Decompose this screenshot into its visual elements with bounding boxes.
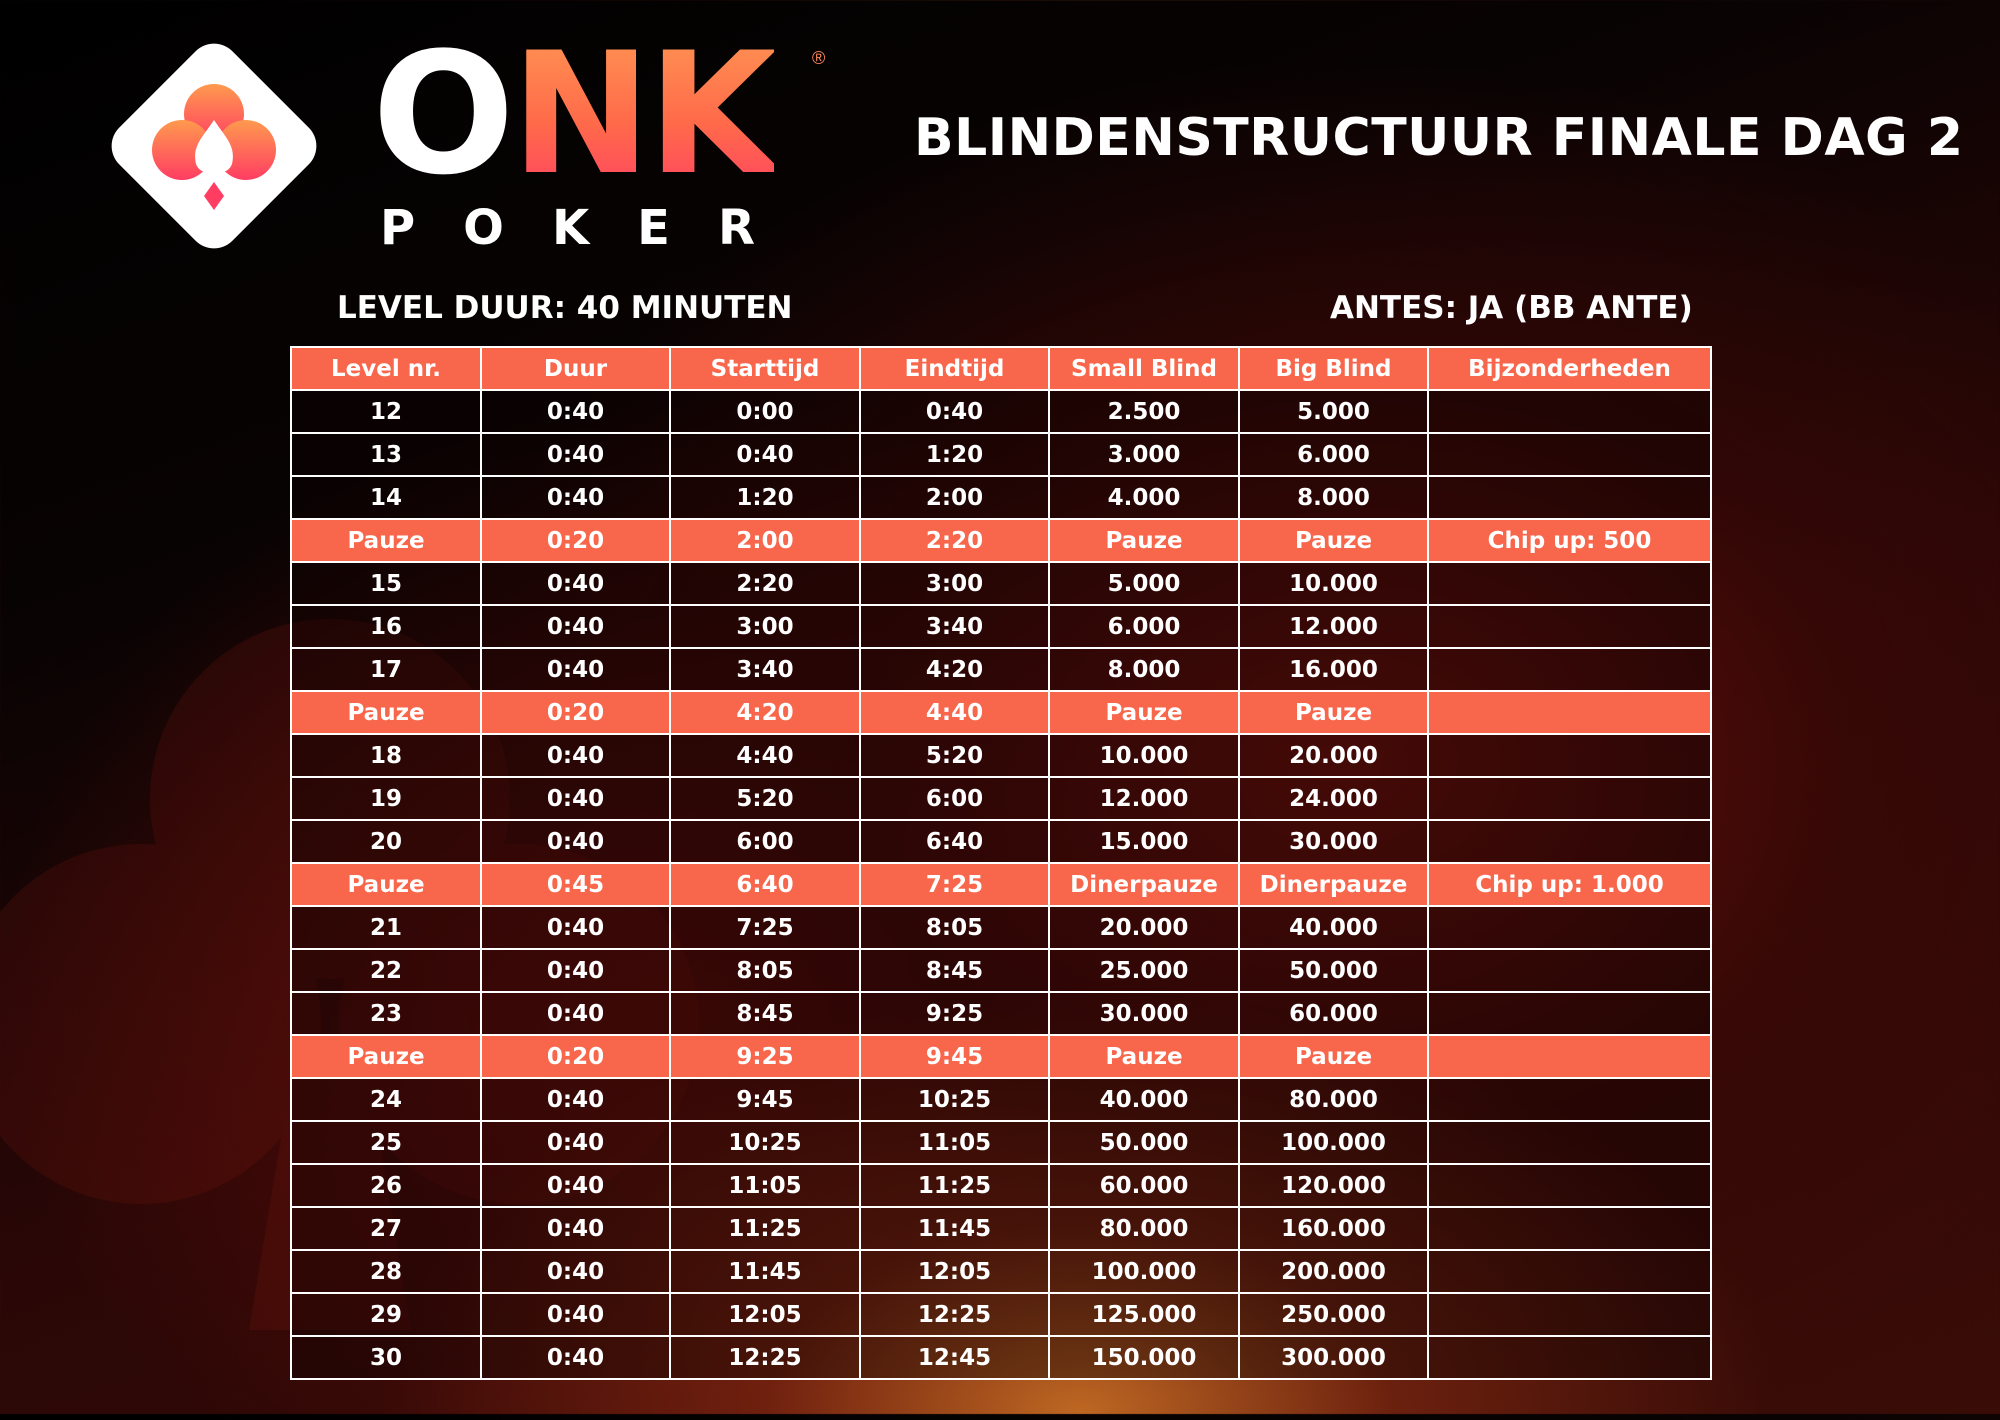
cell-eindtijd: 10:25 — [860, 1078, 1049, 1121]
pause-row — [291, 863, 1711, 906]
table-row — [291, 906, 1711, 949]
cell-starttijd: 11:05 — [670, 1164, 860, 1207]
cell-big-blind: 12.000 — [1239, 605, 1428, 648]
cell-starttijd: 10:25 — [670, 1121, 860, 1164]
cell-bijzonderheden — [1428, 1207, 1711, 1250]
cell-level: 30 — [291, 1336, 481, 1379]
cell-bijzonderheden — [1428, 1293, 1711, 1336]
cell-eindtijd: 4:40 — [860, 691, 1049, 734]
cell-starttijd: 6:00 — [670, 820, 860, 863]
cell-big-blind: 5.000 — [1239, 390, 1428, 433]
cell-level: 29 — [291, 1293, 481, 1336]
blind-structure-table — [290, 346, 1712, 1380]
cell-level: 28 — [291, 1250, 481, 1293]
cell-big-blind: 250.000 — [1239, 1293, 1428, 1336]
cell-eindtijd: 8:45 — [860, 949, 1049, 992]
cell-big-blind: 20.000 — [1239, 734, 1428, 777]
cell-small-blind: 4.000 — [1049, 476, 1239, 519]
cell-duur: 0:40 — [481, 949, 670, 992]
cell-bijzonderheden — [1428, 777, 1711, 820]
cell-starttijd: 3:40 — [670, 648, 860, 691]
cell-big-blind: Dinerpauze — [1239, 863, 1428, 906]
cell-small-blind: 50.000 — [1049, 1121, 1239, 1164]
cell-big-blind: 10.000 — [1239, 562, 1428, 605]
cell-small-blind: 5.000 — [1049, 562, 1239, 605]
table-row — [291, 992, 1711, 1035]
cell-big-blind: 8.000 — [1239, 476, 1428, 519]
cell-duur: 0:20 — [481, 691, 670, 734]
cell-starttijd: 7:25 — [670, 906, 860, 949]
cell-starttijd: 11:45 — [670, 1250, 860, 1293]
cell-duur: 0:40 — [481, 734, 670, 777]
table-row — [291, 1078, 1711, 1121]
cell-bijzonderheden — [1428, 1121, 1711, 1164]
cell-eindtijd: 0:40 — [860, 390, 1049, 433]
cell-big-blind: 300.000 — [1239, 1336, 1428, 1379]
cell-bijzonderheden — [1428, 648, 1711, 691]
cell-small-blind: 100.000 — [1049, 1250, 1239, 1293]
table-header-row — [291, 347, 1711, 390]
pause-row — [291, 1035, 1711, 1078]
table-row — [291, 390, 1711, 433]
cell-bijzonderheden: Chip up: 500 — [1428, 519, 1711, 562]
cell-duur: 0:40 — [481, 1207, 670, 1250]
cell-duur: 0:20 — [481, 519, 670, 562]
cell-bijzonderheden: Chip up: 1.000 — [1428, 863, 1711, 906]
header-duur: Duur — [481, 347, 670, 390]
cell-big-blind: Pauze — [1239, 1035, 1428, 1078]
cell-level: Pauze — [291, 519, 481, 562]
cell-duur: 0:40 — [481, 777, 670, 820]
cell-small-blind: 80.000 — [1049, 1207, 1239, 1250]
cell-eindtijd: 6:00 — [860, 777, 1049, 820]
cell-duur: 0:40 — [481, 1336, 670, 1379]
cell-big-blind: 30.000 — [1239, 820, 1428, 863]
cell-level: 15 — [291, 562, 481, 605]
cell-starttijd: 0:40 — [670, 433, 860, 476]
cell-eindtijd: 3:00 — [860, 562, 1049, 605]
cell-big-blind: 200.000 — [1239, 1250, 1428, 1293]
cell-starttijd: 12:25 — [670, 1336, 860, 1379]
header-starttijd: Starttijd — [670, 347, 860, 390]
cell-bijzonderheden — [1428, 390, 1711, 433]
cell-bijzonderheden — [1428, 1035, 1711, 1078]
cell-eindtijd: 11:45 — [860, 1207, 1049, 1250]
table-row — [291, 1121, 1711, 1164]
cell-small-blind: Pauze — [1049, 519, 1239, 562]
cell-bijzonderheden — [1428, 433, 1711, 476]
cell-level: 19 — [291, 777, 481, 820]
cell-bijzonderheden — [1428, 605, 1711, 648]
cell-eindtijd: 11:05 — [860, 1121, 1049, 1164]
cell-bijzonderheden — [1428, 820, 1711, 863]
table-row — [291, 648, 1711, 691]
cell-level: 27 — [291, 1207, 481, 1250]
cell-duur: 0:40 — [481, 1164, 670, 1207]
cell-level: 26 — [291, 1164, 481, 1207]
cell-small-blind: 2.500 — [1049, 390, 1239, 433]
cell-starttijd: 1:20 — [670, 476, 860, 519]
table-row — [291, 562, 1711, 605]
cell-level: 12 — [291, 390, 481, 433]
cell-starttijd: 8:45 — [670, 992, 860, 1035]
table-row — [291, 1164, 1711, 1207]
pause-row — [291, 519, 1711, 562]
cell-eindtijd: 2:00 — [860, 476, 1049, 519]
cell-eindtijd: 7:25 — [860, 863, 1049, 906]
cell-starttijd: 4:20 — [670, 691, 860, 734]
cell-duur: 0:40 — [481, 390, 670, 433]
cell-duur: 0:40 — [481, 476, 670, 519]
cell-eindtijd: 1:20 — [860, 433, 1049, 476]
cell-level: Pauze — [291, 863, 481, 906]
cell-small-blind: 3.000 — [1049, 433, 1239, 476]
cell-level: 25 — [291, 1121, 481, 1164]
cell-duur: 0:20 — [481, 1035, 670, 1078]
cell-small-blind: Pauze — [1049, 691, 1239, 734]
cell-eindtijd: 12:45 — [860, 1336, 1049, 1379]
cell-bijzonderheden — [1428, 992, 1711, 1035]
page-title: BLINDENSTRUCTUUR FINALE DAG 2 — [914, 108, 1964, 168]
cell-duur: 0:40 — [481, 992, 670, 1035]
cell-big-blind: 80.000 — [1239, 1078, 1428, 1121]
cell-duur: 0:40 — [481, 906, 670, 949]
cell-starttijd: 6:40 — [670, 863, 860, 906]
cell-small-blind: 25.000 — [1049, 949, 1239, 992]
cell-bijzonderheden — [1428, 1164, 1711, 1207]
cell-big-blind: 6.000 — [1239, 433, 1428, 476]
cell-eindtijd: 2:20 — [860, 519, 1049, 562]
logo-onk-o: O — [372, 16, 511, 212]
cell-bijzonderheden — [1428, 1250, 1711, 1293]
logo-onk-nk: NK — [510, 16, 774, 212]
logo-poker-text: POKER — [380, 200, 803, 256]
cell-bijzonderheden — [1428, 562, 1711, 605]
header-eindtijd: Eindtijd — [860, 347, 1049, 390]
cell-big-blind: 120.000 — [1239, 1164, 1428, 1207]
cell-starttijd: 8:05 — [670, 949, 860, 992]
cell-eindtijd: 6:40 — [860, 820, 1049, 863]
cell-starttijd: 12:05 — [670, 1293, 860, 1336]
cell-eindtijd: 4:20 — [860, 648, 1049, 691]
cell-small-blind: 40.000 — [1049, 1078, 1239, 1121]
cell-bijzonderheden — [1428, 1336, 1711, 1379]
table-row — [291, 1293, 1711, 1336]
cell-big-blind: 160.000 — [1239, 1207, 1428, 1250]
pause-row — [291, 691, 1711, 734]
cell-big-blind: 100.000 — [1239, 1121, 1428, 1164]
table-row — [291, 1207, 1711, 1250]
table-row — [291, 1336, 1711, 1379]
cell-small-blind: 15.000 — [1049, 820, 1239, 863]
cell-bijzonderheden — [1428, 906, 1711, 949]
cell-big-blind: 16.000 — [1239, 648, 1428, 691]
cell-eindtijd: 9:25 — [860, 992, 1049, 1035]
table-row — [291, 949, 1711, 992]
cell-small-blind: 30.000 — [1049, 992, 1239, 1035]
cell-duur: 0:40 — [481, 1250, 670, 1293]
cell-bijzonderheden — [1428, 691, 1711, 734]
cell-level: Pauze — [291, 1035, 481, 1078]
level-duration-label: LEVEL DUUR: 40 MINUTEN — [337, 290, 793, 326]
cell-level: 17 — [291, 648, 481, 691]
cell-small-blind: 10.000 — [1049, 734, 1239, 777]
header-small-blind: Small Blind — [1049, 347, 1239, 390]
onk-poker-logo — [372, 16, 842, 260]
cell-duur: 0:40 — [481, 562, 670, 605]
header-level: Level nr. — [291, 347, 481, 390]
cell-eindtijd: 12:05 — [860, 1250, 1049, 1293]
antes-label: ANTES: JA (BB ANTE) — [1330, 290, 1693, 326]
cell-eindtijd: 11:25 — [860, 1164, 1049, 1207]
cell-level: 16 — [291, 605, 481, 648]
table-body — [291, 390, 1711, 1379]
cell-starttijd: 9:45 — [670, 1078, 860, 1121]
registered-mark: ® — [812, 48, 826, 68]
cell-duur: 0:40 — [481, 1121, 670, 1164]
cell-small-blind: Pauze — [1049, 1035, 1239, 1078]
cell-level: 20 — [291, 820, 481, 863]
cell-small-blind: 8.000 — [1049, 648, 1239, 691]
cell-big-blind: 40.000 — [1239, 906, 1428, 949]
cell-eindtijd: 3:40 — [860, 605, 1049, 648]
cell-starttijd: 2:20 — [670, 562, 860, 605]
cell-level: 23 — [291, 992, 481, 1035]
cell-duur: 0:40 — [481, 605, 670, 648]
cell-duur: 0:40 — [481, 648, 670, 691]
cell-starttijd: 5:20 — [670, 777, 860, 820]
cell-big-blind: 50.000 — [1239, 949, 1428, 992]
cell-level: 22 — [291, 949, 481, 992]
cell-starttijd: 9:25 — [670, 1035, 860, 1078]
logo-onk-text — [372, 16, 774, 212]
cell-starttijd: 3:00 — [670, 605, 860, 648]
cell-small-blind: 6.000 — [1049, 605, 1239, 648]
cell-duur: 0:40 — [481, 433, 670, 476]
cell-bijzonderheden — [1428, 949, 1711, 992]
cell-duur: 0:40 — [481, 820, 670, 863]
cell-duur: 0:40 — [481, 1293, 670, 1336]
cell-level: 14 — [291, 476, 481, 519]
cell-starttijd: 0:00 — [670, 390, 860, 433]
cell-small-blind: 12.000 — [1049, 777, 1239, 820]
table-row — [291, 476, 1711, 519]
cell-small-blind: 150.000 — [1049, 1336, 1239, 1379]
cell-small-blind: 125.000 — [1049, 1293, 1239, 1336]
cell-small-blind: 60.000 — [1049, 1164, 1239, 1207]
cell-big-blind: Pauze — [1239, 691, 1428, 734]
table-row — [291, 734, 1711, 777]
cell-level: 24 — [291, 1078, 481, 1121]
cell-big-blind: 60.000 — [1239, 992, 1428, 1035]
cell-level: 18 — [291, 734, 481, 777]
onk-logo-icon — [96, 28, 332, 264]
header-bijzonderheden: Bijzonderheden — [1428, 347, 1711, 390]
cell-level: 13 — [291, 433, 481, 476]
cell-level: Pauze — [291, 691, 481, 734]
cell-eindtijd: 8:05 — [860, 906, 1049, 949]
cell-big-blind: 24.000 — [1239, 777, 1428, 820]
cell-big-blind: Pauze — [1239, 519, 1428, 562]
cell-duur: 0:45 — [481, 863, 670, 906]
table-row — [291, 605, 1711, 648]
cell-eindtijd: 9:45 — [860, 1035, 1049, 1078]
cell-bijzonderheden — [1428, 734, 1711, 777]
table-row — [291, 433, 1711, 476]
cell-small-blind: Dinerpauze — [1049, 863, 1239, 906]
cell-starttijd: 4:40 — [670, 734, 860, 777]
cell-level: 21 — [291, 906, 481, 949]
cell-eindtijd: 5:20 — [860, 734, 1049, 777]
header-big-blind: Big Blind — [1239, 347, 1428, 390]
table-row — [291, 1250, 1711, 1293]
cell-eindtijd: 12:25 — [860, 1293, 1049, 1336]
table-row — [291, 820, 1711, 863]
cell-bijzonderheden — [1428, 1078, 1711, 1121]
table-row — [291, 777, 1711, 820]
cell-duur: 0:40 — [481, 1078, 670, 1121]
cell-small-blind: 20.000 — [1049, 906, 1239, 949]
cell-starttijd: 11:25 — [670, 1207, 860, 1250]
cell-starttijd: 2:00 — [670, 519, 860, 562]
cell-bijzonderheden — [1428, 476, 1711, 519]
